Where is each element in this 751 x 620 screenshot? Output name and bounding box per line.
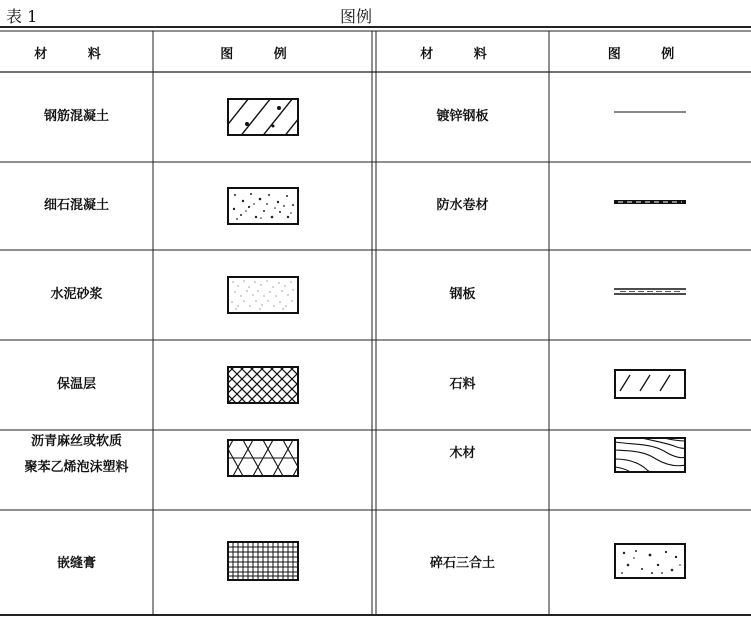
material-label: 镀锌钢板 — [436, 109, 489, 124]
material-label: 细石混凝土 — [43, 198, 109, 213]
legend-table — [0, 26, 751, 618]
fine-stone-concrete-swatch — [227, 187, 299, 225]
material-label-line1: 沥青麻丝或软质 — [30, 434, 122, 449]
stone-diagonal-swatch — [614, 369, 686, 399]
table-number: 表 1 — [6, 7, 38, 26]
sealant-grid-swatch — [227, 541, 299, 581]
dashed-thick-line-swatch — [614, 199, 686, 205]
cement-mortar-swatch — [227, 276, 299, 314]
double-line-swatch — [614, 288, 686, 295]
insulation-crosshatch-swatch — [227, 366, 299, 404]
hexagon-foam-swatch — [227, 439, 299, 477]
material-label: 嵌缝膏 — [56, 556, 96, 571]
wood-grain-swatch — [614, 437, 686, 473]
reinforced-concrete-swatch — [227, 98, 299, 136]
thin-line-swatch — [614, 110, 686, 114]
table-title: 图例 — [340, 7, 373, 26]
material-label: 石料 — [449, 377, 476, 392]
material-label: 水泥砂浆 — [50, 287, 103, 302]
crushed-stone-dots-swatch — [614, 543, 686, 579]
material-label-line2: 聚苯乙烯泡沫塑料 — [24, 460, 129, 475]
header-material-left: 材 料 — [34, 47, 119, 62]
material-label: 防水卷材 — [436, 198, 489, 213]
header-legend-left: 图 例 — [220, 47, 305, 62]
material-label: 保温层 — [56, 377, 96, 392]
material-label: 木材 — [449, 446, 476, 461]
header-legend-right: 图 例 — [607, 47, 693, 62]
header-material-right: 材 料 — [420, 47, 505, 62]
material-label: 钢板 — [449, 287, 476, 302]
material-label: 钢筋混凝土 — [43, 109, 109, 124]
material-label: 碎石三合土 — [429, 556, 495, 571]
